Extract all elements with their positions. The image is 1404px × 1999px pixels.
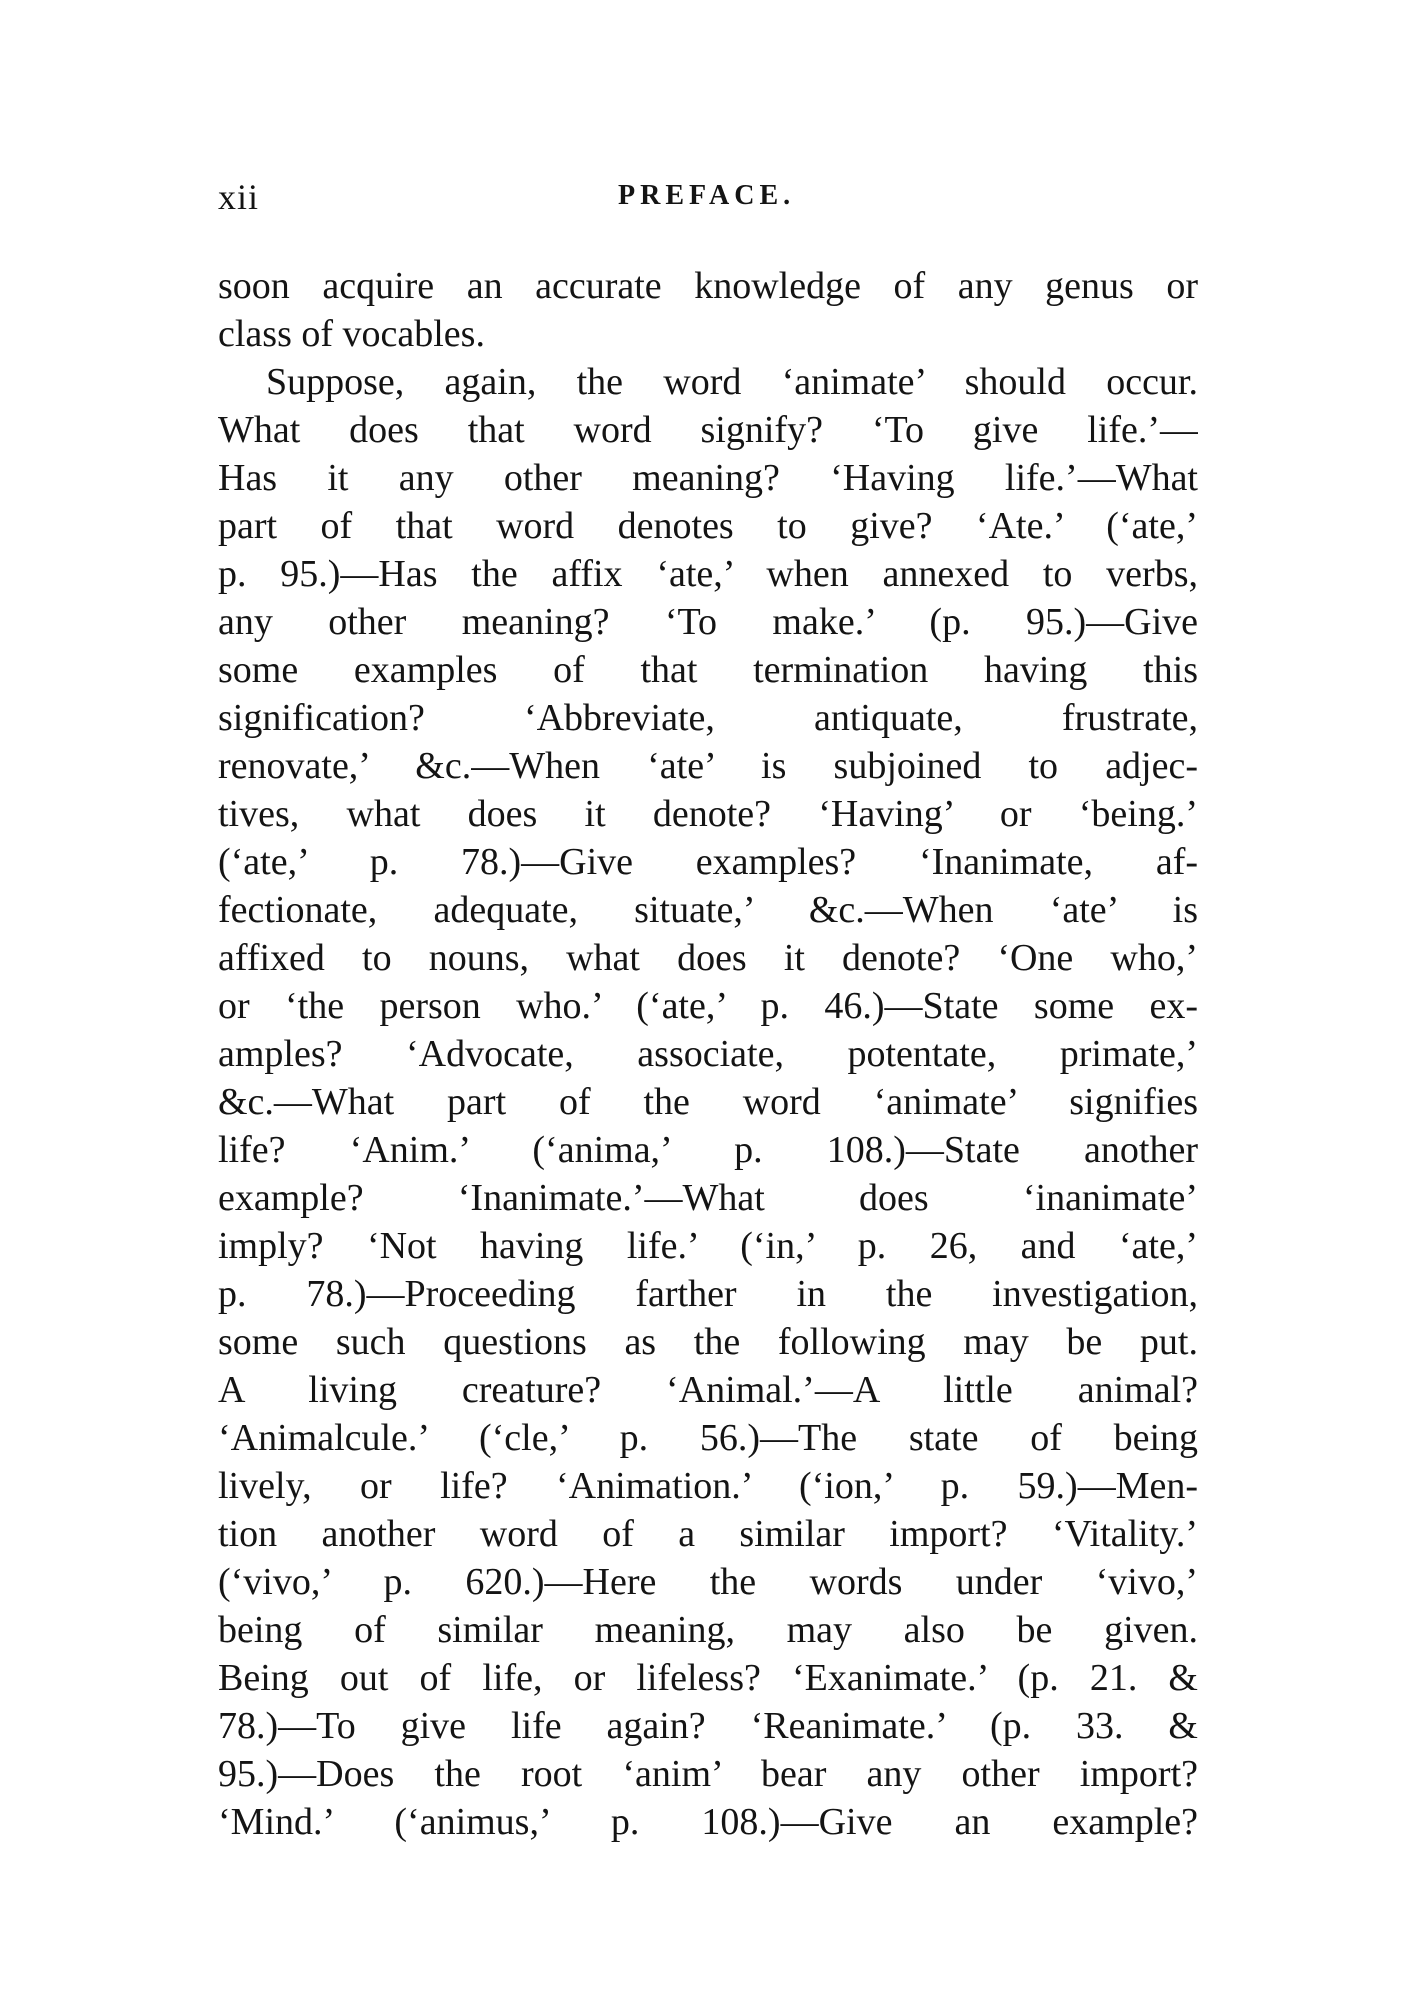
text-line: 95.)—Does the root ‘anim’ bear any other import?: [218, 1753, 1198, 1795]
text-line: tion another word of a similar import? ‘Vitality.’: [218, 1513, 1198, 1555]
text-line: A living creature? ‘Animal.’—A little animal?: [218, 1369, 1198, 1411]
text-line: class of vocables.: [218, 313, 485, 355]
text-line: life? ‘Anim.’ (‘anima,’ p. 108.)—State another: [218, 1129, 1198, 1171]
text-line: amples? ‘Advocate, associate, potentate, primate,’: [218, 1033, 1198, 1075]
text-line: tives, what does it denote? ‘Having’ or ‘being.’: [218, 793, 1198, 835]
text-line: renovate,’ &c.—When ‘ate’ is subjoined to adjec-: [218, 745, 1198, 787]
text-line: (‘vivo,’ p. 620.)—Here the words under ‘vivo,’: [218, 1561, 1198, 1603]
text-line: 78.)—To give life again? ‘Reanimate.’ (p. 33. &: [218, 1705, 1198, 1747]
text-line: affixed to nouns, what does it denote? ‘One who,’: [218, 937, 1198, 979]
running-head: PREFACE.: [618, 180, 796, 211]
text-line: lively, or life? ‘Animation.’ (‘ion,’ p. 59.)—Men-: [218, 1465, 1198, 1507]
text-line: any other meaning? ‘To make.’ (p. 95.)—Give: [218, 601, 1198, 643]
page-header: [218, 176, 1198, 224]
text-line: some examples of that termination having this: [218, 649, 1198, 691]
text-line: Being out of life, or lifeless? ‘Exanimate.’ (p. 21. &: [218, 1657, 1198, 1699]
text-line: What does that word signify? ‘To give life.’—: [218, 409, 1198, 451]
page-number: xii: [218, 177, 260, 217]
text-line: signification? ‘Abbreviate, antiquate, frustrate,: [218, 697, 1198, 739]
body-text: [218, 262, 1198, 1846]
text-line: imply? ‘Not having life.’ (‘in,’ p. 26, and ‘ate,’: [218, 1225, 1198, 1267]
text-line: p. 95.)—Has the affix ‘ate,’ when annexed to verbs,: [218, 553, 1198, 595]
text-line: ‘Animalcule.’ (‘cle,’ p. 56.)—The state of being: [218, 1417, 1198, 1459]
text-line: fectionate, adequate, situate,’ &c.—When ‘ate’ is: [218, 889, 1198, 931]
text-line: (‘ate,’ p. 78.)—Give examples? ‘Inanimate, af-: [218, 841, 1198, 883]
text-line: &c.—What part of the word ‘animate’ signifies: [218, 1081, 1198, 1123]
text-line: example? ‘Inanimate.’—What does ‘inanimate’: [218, 1177, 1198, 1219]
text-line: being of similar meaning, may also be given.: [218, 1609, 1198, 1651]
text-line: part of that word denotes to give? ‘Ate.’ (‘ate,’: [218, 505, 1198, 547]
text-line: Has it any other meaning? ‘Having life.’—What: [218, 457, 1198, 499]
text-line: some such questions as the following may be put.: [218, 1321, 1198, 1363]
text-line: ‘Mind.’ (‘animus,’ p. 108.)—Give an example?: [218, 1801, 1198, 1843]
text-line: or ‘the person who.’ (‘ate,’ p. 46.)—State some ex-: [218, 985, 1198, 1027]
text-line: p. 78.)—Proceeding farther in the investigation,: [218, 1273, 1198, 1315]
text-line: Suppose, again, the word ‘animate’ should occur.: [266, 361, 1198, 403]
text-line: soon acquire an accurate knowledge of any genus or: [218, 265, 1198, 307]
